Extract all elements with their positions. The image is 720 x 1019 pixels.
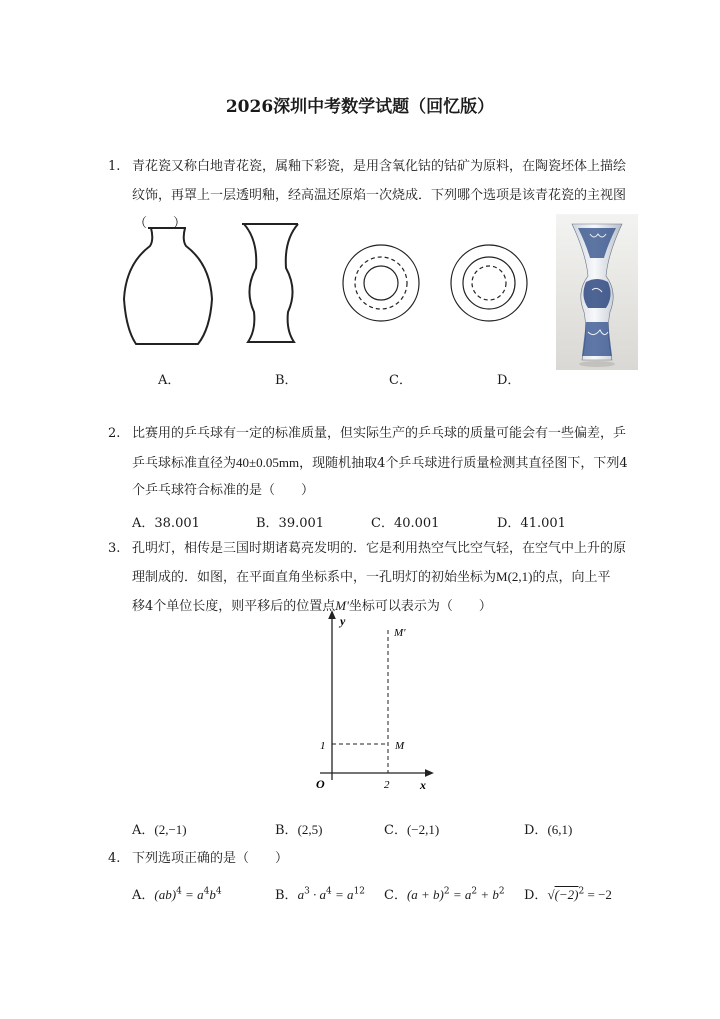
q1-option-a: A． bbox=[158, 373, 181, 388]
q1-figure-b bbox=[236, 220, 306, 348]
q2-line-2-end: ，现随机抽取4个乒乓球进行质量检测其直径图下，下列4 bbox=[299, 456, 628, 471]
q2-option-d: D．41.001 bbox=[497, 516, 566, 531]
origin-label: O bbox=[316, 777, 325, 791]
q1-line-2: 纹饰，再罩上一层透明釉，经高温还原焰一次烧成．下列哪个选项是该青花瓷的主视图 bbox=[132, 188, 627, 203]
q4-option-b: B．$a^3 \cdot a^4 = a^{12}$ bbox=[275, 886, 366, 903]
q1-figure-a bbox=[118, 224, 218, 350]
tick-x-label: 2 bbox=[384, 779, 390, 791]
q2-option-a: A．38.001 bbox=[132, 516, 200, 531]
q4-option-c: C．$(a + b)^2 = a^2 + b^2$ bbox=[384, 886, 505, 903]
q1-figure-d bbox=[448, 242, 530, 324]
q3-line-2-start: 理制成的．如图，在平面直角坐标系中，一孔明灯的初始坐标为 bbox=[132, 570, 497, 585]
q1-number: 1. bbox=[108, 159, 121, 174]
q3-line-3-start: 移4个单位长度，则平移后的位置点 bbox=[132, 599, 336, 614]
q3-line-3-end: 坐标可以表示为（ ） bbox=[348, 599, 492, 614]
x-axis-label: x bbox=[420, 778, 426, 792]
q2-option-b: B．39.001 bbox=[256, 516, 325, 531]
vase-photo bbox=[556, 214, 638, 370]
y-axis-label: y bbox=[340, 614, 346, 628]
q2-line-1: 比赛用的乒乓球有一定的标准质量，但实际生产的乒乓球的质量可能会有一些偏差，乒 bbox=[132, 426, 627, 441]
q3-number: 3. bbox=[108, 541, 121, 556]
q1-option-d: D． bbox=[497, 373, 521, 388]
q3-line-2 bbox=[132, 569, 611, 586]
point-m-initial: M(2,1) bbox=[496, 569, 533, 584]
q3-option-b: B．(2,5) bbox=[275, 822, 323, 838]
q3-line-1: 孔明灯，相传是三国时期诸葛亮发明的．它是利用热空气比空气轻，在空气中上升的原 bbox=[132, 541, 627, 556]
q4-stem: 下列选项正确的是（ ） bbox=[132, 851, 289, 866]
point-m-prime-label: M' bbox=[394, 627, 406, 639]
q2-line-2 bbox=[132, 455, 628, 472]
q2-line-3: 个乒乓球符合标准的是（ ） bbox=[132, 483, 315, 498]
q3-line-2-end: 的点，向上平 bbox=[532, 570, 611, 585]
diameter-spec: 40±0.05mm bbox=[236, 455, 300, 470]
point-m-label: M bbox=[395, 740, 405, 752]
q1-line-3: （ ） bbox=[134, 216, 187, 231]
q3-option-d: D．(6,1) bbox=[524, 822, 573, 838]
q3-option-a: A．(2,−1) bbox=[132, 822, 187, 838]
coordinate-diagram bbox=[300, 604, 440, 804]
tick-y-label: 1 bbox=[320, 740, 326, 752]
page-title: 2026深圳中考数学试题（回忆版） bbox=[225, 97, 495, 117]
q2-option-c: C．40.001 bbox=[371, 516, 440, 531]
q1-figure-c bbox=[340, 242, 422, 324]
q4-number: 4. bbox=[108, 851, 121, 866]
q4-option-d: D．$√(-2)^2 = -2$ bbox=[524, 886, 612, 903]
q3-option-c: C．(−2,1) bbox=[384, 822, 440, 838]
q1-line-1: 青花瓷又称白地青花瓷，属釉下彩瓷，是用含氧化钴的钴矿为原料，在陶瓷坯体上描绘 bbox=[132, 159, 627, 174]
q2-number: 2. bbox=[108, 426, 121, 441]
q1-option-b: B． bbox=[275, 373, 298, 388]
point-m-prime: M' bbox=[335, 598, 349, 613]
q1-option-c: C． bbox=[389, 373, 412, 388]
q2-line-2-start: 乒乓球标准直径为 bbox=[132, 456, 237, 471]
q4-option-a: A．$(ab)^4 = a^4b^4$ bbox=[132, 886, 222, 903]
